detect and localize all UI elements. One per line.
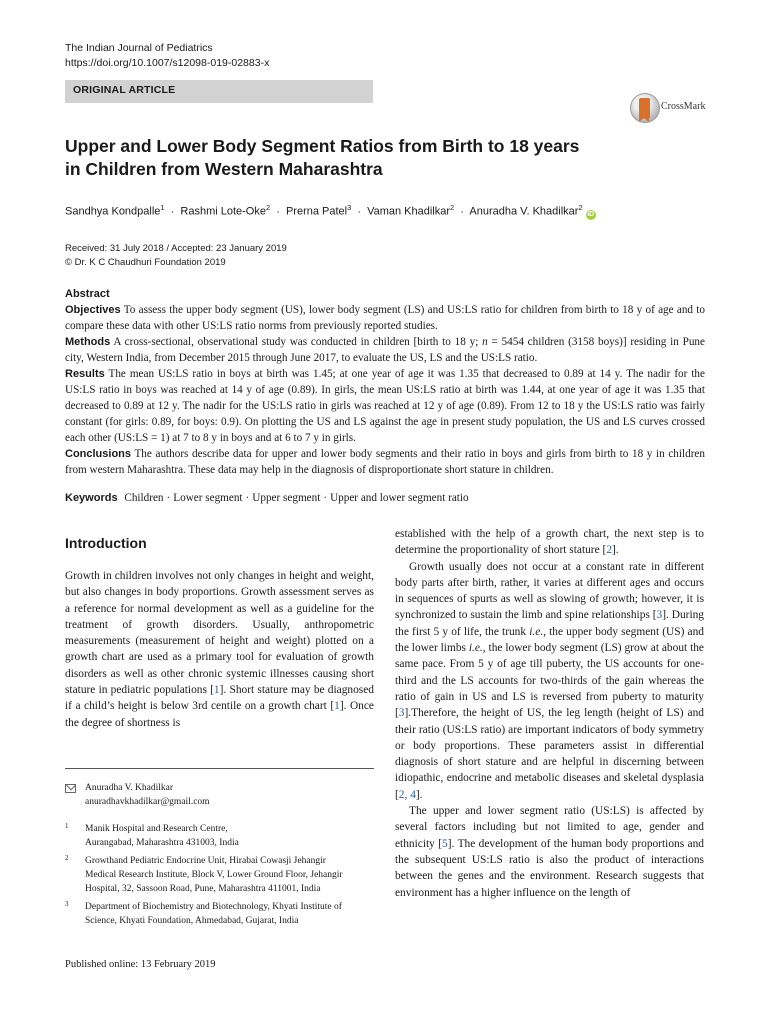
author-name[interactable]: Prerna Patel — [285, 205, 348, 218]
section-heading-introduction: Introduction — [65, 535, 147, 551]
abstract-heading: Abstract — [65, 288, 110, 300]
article-type-label: ORIGINAL ARTICLE — [73, 84, 176, 96]
author-affiliation-mark: 2 — [450, 203, 455, 212]
title-line-2: in Children from Western Maharashtra — [65, 159, 383, 179]
intro-right-column — [395, 526, 704, 901]
objectives-text: To assess the upper body segment (US), lower body segment (LS) and US:LS ratio for children from birth to 18 y of age and to compare these data with other US:LS ratio norms from previously reported studies. — [65, 304, 705, 332]
abstract-results — [65, 366, 705, 446]
objectives-heading: Objectives — [65, 304, 121, 316]
citation-link[interactable]: 3 — [398, 707, 405, 720]
citation-link[interactable]: 5 — [442, 837, 448, 850]
keyword: Children — [124, 492, 164, 504]
corresponding-author: Anuradha V. Khadilkar — [85, 783, 174, 793]
abstract — [65, 286, 705, 478]
affiliation-line: Medical Research Institute, Block V, Lower Ground Floor, Jehangir — [85, 870, 343, 880]
results-text: The mean US:LS ratio in boys at birth was 1.45; at one year of age it was 1.35 that decreased to 0.89 at 14 y. The nadir for the US:LS ratio in boys was reached at 14 y of age (0.89). In girls, the mean US:LS ratio at birth was 1.44, at one year of age it was 1.35 that decreased to 0.89 at 12 y. The nadir for the US:LS ratio in girls was reached at 12 y of age (0.89). From 12 to 18 y the US:LS ratio was fairly constant (for girls: 0.89, for boys: 0.9). On plotting the US and LS against the age in present study population, the US and LS curves crossed each other (US:LS = 1) at 7 to 8 y in boys and at 6 to 7 y in girls. — [65, 368, 705, 444]
affiliation-number: 2 — [65, 854, 69, 862]
author-separator: · — [460, 205, 464, 218]
citation-link[interactable]: 1 — [213, 684, 220, 697]
citation-link[interactable]: 2 — [606, 544, 613, 557]
keyword: Upper segment — [252, 492, 321, 504]
body-paragraph: established with the help of a growth chart, the next step is to determine the proportionality of short stature [2]. — [395, 528, 704, 557]
affiliation-line: Growthand Pediatric Endocrine Unit, Hirabai Cowasji Jehangir — [85, 856, 326, 866]
author-name[interactable]: Vaman Khadilkar — [367, 205, 451, 218]
author-affiliation-mark: 2 — [578, 203, 583, 212]
footnote-divider — [65, 768, 374, 769]
article-title — [65, 135, 665, 181]
affiliation-line: Hospital, 32, Sassoon Road, Pune, Maharashtra 411001, India — [85, 884, 321, 894]
corresponding-email[interactable]: anuradhavkhadilkar@gmail.com — [85, 797, 210, 807]
article-type-banner — [65, 80, 373, 103]
author-name[interactable]: Anuradha V. Khadilkar — [469, 205, 579, 218]
methods-text: A cross-sectional, observational study was conducted in children [birth to 18 y; — [113, 336, 479, 348]
body-paragraph: Growth usually does not occur at a constant rate in different body parts after birth, rather, it varies at different ages and occurs in sequences of spurts as well as slowing of growth; however, it is synchronized to sustain the limb and spine relationships [3]. During the first 5 y of life, the trunk i.e., the upper body segment (US) and the lower limbs i.e., the lower body segment (LS) grow at about the same pace. From 5 y of age till puberty, the US accounts for one-third and the LS accounts for two-thirds of the gain whereas the ratio of gain in US and LS is reversed from puberty to maturity [3].Therefore, the height of US, the leg length (height of LS) and their ratio (US:LS ratio) are important indicators of body symmetry or body proportions. These parameters assist in differential diagnosis of short stature and are helpful in discerning between idiopathic, endocrine and metabolic diseases and skeletal dysplasia [2, 4]. — [395, 560, 705, 801]
keywords — [65, 492, 469, 504]
author-separator: · — [357, 205, 362, 218]
crossmark-icon — [630, 93, 660, 123]
keywords-heading: Keywords — [65, 492, 118, 504]
affiliation-line: Department of Biochemistry and Biotechnology, Khyati Institute of — [85, 902, 342, 912]
doi-link[interactable]: https://doi.org/10.1007/s12098-019-02883-x — [65, 57, 270, 69]
body-paragraph: Growth in children involves not only changes in height and weight, but also changes in body proportions. Growth assessment serves as a reference for normal development as well as a guideline for the treatment of growth disorders. Usually, anthropometric measurements (measurement of height and weight) plotted on a growth chart are used as a primary tool for evaluation of growth disorders as well as other chronic systemic illnesses causing short stature in pediatric populations [1]. Short stature may be diagnosed if a child’s height is below 3rd centile on a growth chart [1]. Once the degree of shortness is — [65, 570, 374, 729]
author-affiliation-mark: 2 — [265, 203, 271, 212]
keyword-separator: · — [166, 492, 171, 504]
journal-header — [65, 41, 269, 71]
conclusions-heading: Conclusions — [65, 448, 132, 460]
body-paragraph: The upper and lower segment ratio (US:LS) is affected by several factors including but not limited to age, gender and ethnicity [5]. The development of the human body proportions and the subsequent US:LS ratio is also the product of interactions between the genes and the environment. Research suggests that environment has a higher influence on the length of — [395, 805, 704, 899]
author-list — [65, 203, 596, 220]
affiliation — [65, 900, 365, 930]
author-separator: · — [170, 205, 175, 218]
affiliation-line: Manik Hospital and Research Centre, — [85, 824, 228, 834]
received-accepted: Received: 31 July 2018 / Accepted: 23 January 2019 — [65, 243, 287, 254]
author-name[interactable]: Sandhya Kondpalle — [65, 205, 161, 218]
orcid-icon[interactable]: iD — [587, 210, 595, 218]
keyword: Upper and lower segment ratio — [330, 492, 469, 504]
keyword-separator: · — [245, 492, 250, 504]
published-date: Published online: 13 February 2019 — [65, 959, 216, 970]
results-heading: Results — [65, 368, 105, 380]
keyword: Lower segment — [173, 492, 243, 504]
envelope-icon — [65, 784, 76, 793]
intro-left-column — [65, 568, 374, 731]
author-separator: · — [276, 205, 280, 218]
conclusions-text: The authors describe data for upper and lower body segments and their ratio in boys and girls from birth to 18 y in children from western Maharashtra. These data may help in the diagnosis of disproportionate short stature in children. — [65, 448, 705, 476]
author-affiliation-mark: 1 — [160, 203, 165, 212]
abstract-conclusions — [65, 446, 705, 478]
affiliation-number: 1 — [65, 822, 69, 830]
citation-link[interactable]: 1 — [334, 700, 340, 713]
keyword-separator: · — [323, 492, 328, 504]
author-affiliation-mark: 3 — [347, 203, 352, 212]
article-dates — [65, 242, 287, 270]
author-name[interactable]: Rashmi Lote-Oke — [180, 205, 266, 218]
citation-link[interactable]: 3 — [656, 609, 663, 622]
copyright: © Dr. K C Chaudhuri Foundation 2019 — [65, 257, 226, 268]
affiliation-number: 3 — [65, 900, 69, 908]
abstract-objectives — [65, 302, 705, 334]
methods-text-cont: = 5454 children (3158 boys)] residing in Pune city, Western India, from December 2015 through June 2017, to evaluate the US, LS and the US:LS ratio. — [65, 336, 705, 364]
affiliation-line: Aurangabad, Maharashtra 431003, India — [85, 838, 239, 848]
affiliation — [65, 854, 365, 898]
title-line-1: Upper and Lower Body Segment Ratios from Birth to 18 years — [65, 136, 580, 156]
methods-heading: Methods — [65, 336, 111, 348]
crossmark-badge[interactable] — [630, 93, 735, 123]
abstract-methods — [65, 334, 705, 366]
methods-n: n — [482, 336, 488, 348]
journal-name: The Indian Journal of Pediatrics — [65, 42, 213, 54]
citation-link[interactable]: 2, 4 — [398, 788, 416, 801]
crossmark-label: CrossMark — [661, 101, 706, 112]
affiliation-line: Science, Khyati Foundation, Ahmedabad, Gujarat, India — [85, 916, 299, 926]
affiliation — [65, 822, 365, 852]
